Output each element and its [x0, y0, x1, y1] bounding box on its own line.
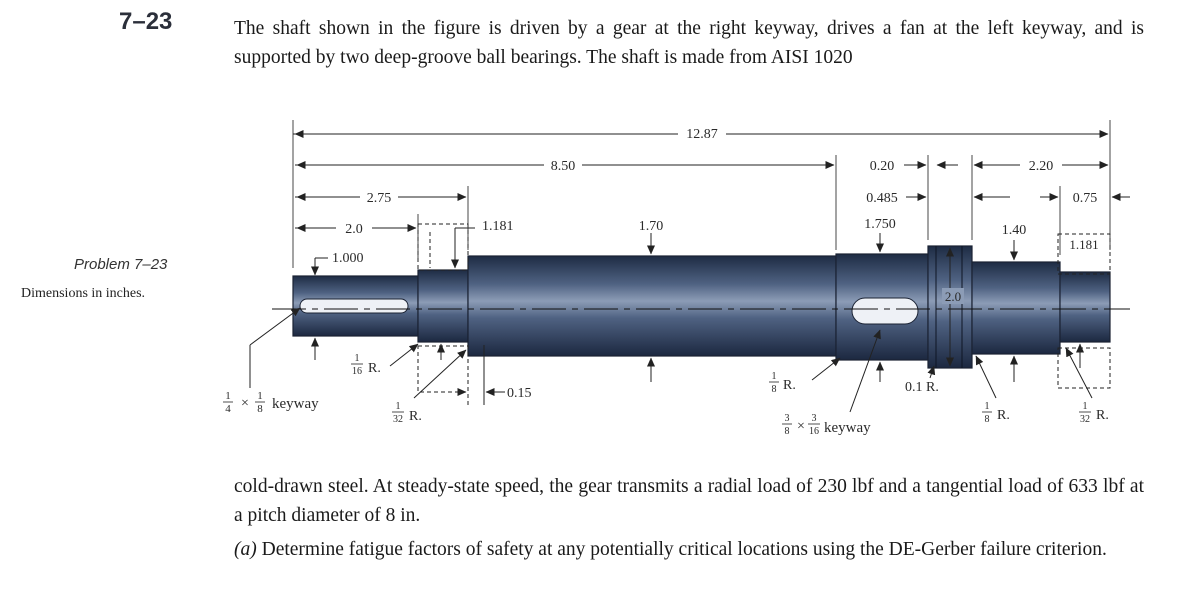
figure-caption-units: Dimensions in inches. — [21, 286, 146, 301]
dim-1181-right: 1.181 — [1069, 237, 1099, 252]
svg-text:3: 3 — [811, 413, 817, 424]
svg-text:32: 32 — [1080, 414, 1090, 425]
svg-text:1: 1 — [984, 401, 990, 412]
note-fillet-1-8-right — [982, 401, 1010, 425]
dim-1000: 1.000 — [332, 251, 364, 266]
svg-text:8: 8 — [984, 414, 990, 425]
part-a-text: Determine fatigue factors of safety at any potentially critical locations using the DE-Gerber failure criterion. — [261, 539, 1107, 560]
dim-140: 1.40 — [1001, 223, 1027, 238]
dim-1750: 1.750 — [864, 217, 896, 232]
problem-statement-part1: The shaft shown in the figure is driven by a gear at the right keyway, drives a fan at the left keyway, and is supported by two deep-groove ball bearings. The shaft is made from AISI 1020 — [234, 18, 1144, 68]
dim-275: 2.75 — [366, 191, 392, 206]
svg-text:16: 16 — [809, 426, 819, 437]
shaft-step-1181 — [418, 270, 468, 342]
svg-text:keyway: keyway — [272, 396, 319, 412]
dim-020: 0.20 — [869, 159, 895, 174]
shaft-bearing-seat — [972, 262, 1060, 354]
svg-text:1: 1 — [225, 390, 231, 402]
note-fillet-1-32-left — [392, 401, 422, 425]
note-fillet-1-32-right — [1079, 401, 1109, 425]
problem-statement-part2: cold-drawn steel. At steady-state speed, the gear transmits a radial load of 230 lbf and a tangential load of 633 lbf at a pitch diameter of 8 in. — [234, 476, 1144, 526]
note-left-keyway — [223, 390, 319, 415]
dim-0485: 0.485 — [866, 191, 898, 206]
svg-text:R.: R. — [783, 378, 796, 393]
svg-text:8: 8 — [784, 426, 790, 437]
figure-caption-title: Problem 7–23 — [74, 256, 168, 273]
dim-collar-20: 2.0 — [944, 289, 962, 304]
part-a — [234, 535, 1144, 564]
svg-text:1: 1 — [1082, 401, 1088, 412]
note-fillet-01: 0.1 R. — [905, 380, 939, 395]
dim-20: 2.0 — [345, 222, 363, 237]
right-keyway-slot — [852, 298, 918, 324]
svg-text:8: 8 — [771, 384, 777, 395]
svg-text:1: 1 — [395, 401, 401, 412]
note-right-keyway — [782, 413, 871, 437]
svg-text:R.: R. — [1096, 408, 1109, 423]
svg-text:1: 1 — [771, 371, 777, 382]
svg-text:R.: R. — [368, 361, 381, 376]
svg-text:keyway: keyway — [824, 420, 871, 436]
problem-number: 7–23 — [119, 8, 173, 35]
svg-text:1: 1 — [354, 353, 360, 364]
svg-text:32: 32 — [393, 414, 403, 425]
note-fillet-1-8-left — [769, 371, 796, 395]
part-a-label: (a) — [234, 539, 257, 560]
dim-1181-left: 1.181 — [482, 219, 514, 234]
svg-text:R.: R. — [409, 409, 422, 424]
shaft-right-end — [1060, 272, 1110, 342]
svg-text:8: 8 — [257, 403, 263, 415]
note-fillet-1-16 — [351, 353, 381, 377]
dim-170: 1.70 — [638, 219, 664, 234]
shaft-main-170 — [468, 256, 836, 356]
svg-text:3: 3 — [784, 413, 790, 424]
dim-overall-length: 12.87 — [686, 127, 718, 142]
svg-text:×: × — [241, 396, 249, 411]
dim-850: 8.50 — [550, 159, 576, 174]
svg-text:R.: R. — [997, 408, 1010, 423]
dim-220: 2.20 — [1028, 159, 1054, 174]
dim-015: 0.15 — [507, 386, 532, 401]
left-keyway-slot — [300, 299, 408, 313]
dim-075: 0.75 — [1072, 191, 1098, 206]
svg-text:1: 1 — [257, 390, 263, 402]
svg-text:16: 16 — [352, 366, 362, 377]
shaft-body — [293, 246, 1110, 368]
svg-text:4: 4 — [225, 403, 231, 415]
extension-lines — [293, 120, 1110, 268]
svg-text:×: × — [797, 419, 805, 434]
